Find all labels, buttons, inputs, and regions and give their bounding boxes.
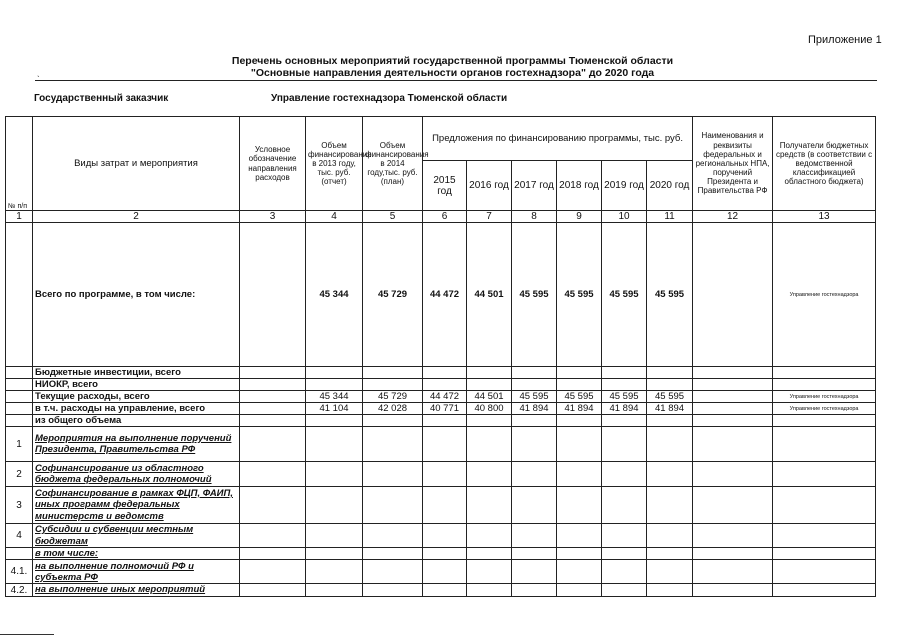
total-label: Всего по программе, в том числе: <box>33 223 240 367</box>
current-year-value: 45 595 <box>557 391 602 403</box>
total-recipient: Управление гостехнадзора <box>773 223 876 367</box>
header-vol2014: Объем финансирования в 2014 году,тыс. руб. (план) <box>363 117 423 211</box>
item-row <box>6 462 876 487</box>
row-management-expenses <box>6 403 876 415</box>
item-number: 2 <box>6 462 33 487</box>
item-number: 4.1. <box>6 560 33 584</box>
total-year-value: 44 472 <box>423 223 467 367</box>
item-row <box>6 548 876 560</box>
column-number: 8 <box>512 211 557 223</box>
column-number: 5 <box>363 211 423 223</box>
column-number: 12 <box>693 211 773 223</box>
item-label: на выполнение иных мероприятий <box>33 584 240 596</box>
column-number: 1 <box>6 211 33 223</box>
current-year-value: 45 595 <box>602 391 647 403</box>
current-year-value: 44 472 <box>423 391 467 403</box>
mgmt-year-value: 41 894 <box>602 403 647 415</box>
mgmt-year-value: 41 894 <box>512 403 557 415</box>
mgmt-recipient: Управление гостехнадзора <box>773 403 876 415</box>
header-year: 2016 год <box>467 161 512 211</box>
current-recipient: Управление гостехнадзора <box>773 391 876 403</box>
header-row-1 <box>6 117 876 161</box>
column-number: 2 <box>33 211 240 223</box>
item-row <box>6 560 876 584</box>
total-row <box>6 223 876 367</box>
mgmt-year-value: 41 894 <box>557 403 602 415</box>
row-from-total <box>6 415 876 427</box>
header-year: 2015 год <box>423 161 467 211</box>
document-title-line1: Перечень основных мероприятий государственной программы Тюменской области <box>231 55 674 67</box>
header-year: 2019 год <box>602 161 647 211</box>
column-number: 13 <box>773 211 876 223</box>
footer-line <box>0 634 54 635</box>
row-label: НИОКР, всего <box>33 379 240 391</box>
header-proposals: Предложения по финансированию программы, тыс. руб. <box>423 117 693 161</box>
item-number <box>6 548 33 560</box>
item-number: 3 <box>6 487 33 524</box>
appendix-label: Приложение 1 <box>808 34 882 46</box>
total-year-value: 45 595 <box>557 223 602 367</box>
header-vol2013: Объем финансирования в 2013 году, тыс. руб. (отчет) <box>306 117 363 211</box>
current-year-value: 45 595 <box>647 391 693 403</box>
header-year: 2018 год <box>557 161 602 211</box>
item-label: Софинансирование в рамках ФЦП, ФАИП, иных программ федеральных министерств и ведомств <box>33 487 240 524</box>
row-label: Бюджетные инвестиции, всего <box>33 367 240 379</box>
current-year-value: 44 501 <box>467 391 512 403</box>
row-budget-investments <box>6 367 876 379</box>
item-label: на выполнение полномочий РФ и субъекта РФ <box>33 560 240 584</box>
document-title-line2: "Основные направления деятельности органов гостехнадзора" до 2020 года <box>250 67 655 79</box>
current-year-value: 45 595 <box>512 391 557 403</box>
mgmt-year-value: 41 894 <box>647 403 693 415</box>
header-recipients: Получатели бюджетных средств (в соответствии с ведомственной классификацией областного бюджета) <box>773 117 876 211</box>
column-number: 4 <box>306 211 363 223</box>
item-label: Мероприятия на выполнение поручений Президента, Правительства РФ <box>33 427 240 462</box>
item-number: 1 <box>6 427 33 462</box>
mgmt-year-value: 40 771 <box>423 403 467 415</box>
item-number: 4.2. <box>6 584 33 596</box>
item-label: Субсидии и субвенции местным бюджетам <box>33 524 240 548</box>
mgmt-2014: 42 028 <box>363 403 423 415</box>
header-npp: № п/п <box>6 117 33 211</box>
column-number: 6 <box>423 211 467 223</box>
total-2013: 45 344 <box>306 223 363 367</box>
header-npa: Наименования и реквизиты федеральных и региональных НПА, поручений Президента и Правительства РФ <box>693 117 773 211</box>
item-row <box>6 487 876 524</box>
total-2014: 45 729 <box>363 223 423 367</box>
row-label: в т.ч. расходы на управление, всего <box>33 403 240 415</box>
total-year-value: 45 595 <box>647 223 693 367</box>
row-label: Текущие расходы, всего <box>33 391 240 403</box>
header-year: 2020 год <box>647 161 693 211</box>
total-year-value: 45 595 <box>602 223 647 367</box>
title-underline <box>35 80 877 81</box>
row-label: из общего объема <box>33 415 240 427</box>
row-niokr <box>6 379 876 391</box>
mgmt-2013: 41 104 <box>306 403 363 415</box>
scan-mark: ` <box>37 75 40 84</box>
program-activities-table <box>5 116 876 597</box>
row-current-expenses <box>6 391 876 403</box>
total-year-value: 45 595 <box>512 223 557 367</box>
header-code: Условное обозначение направления расходов <box>240 117 306 211</box>
item-number: 4 <box>6 524 33 548</box>
item-row <box>6 584 876 596</box>
column-number: 3 <box>240 211 306 223</box>
column-number: 9 <box>557 211 602 223</box>
column-number: 7 <box>467 211 512 223</box>
header-types: Виды затрат и мероприятия <box>33 117 240 211</box>
mgmt-year-value: 40 800 <box>467 403 512 415</box>
item-label: Софинансирование из областного бюджета федеральных полномочий <box>33 462 240 487</box>
current-2013: 45 344 <box>306 391 363 403</box>
column-number-row <box>6 211 876 223</box>
item-label: в том числе: <box>33 548 240 560</box>
column-number: 10 <box>602 211 647 223</box>
header-year: 2017 год <box>512 161 557 211</box>
total-year-value: 44 501 <box>467 223 512 367</box>
item-row <box>6 427 876 462</box>
customer-label: Государственный заказчик <box>34 93 169 104</box>
column-number: 11 <box>647 211 693 223</box>
current-2014: 45 729 <box>363 391 423 403</box>
customer-value: Управление гостехнадзора Тюменской области <box>271 93 508 104</box>
item-row <box>6 524 876 548</box>
